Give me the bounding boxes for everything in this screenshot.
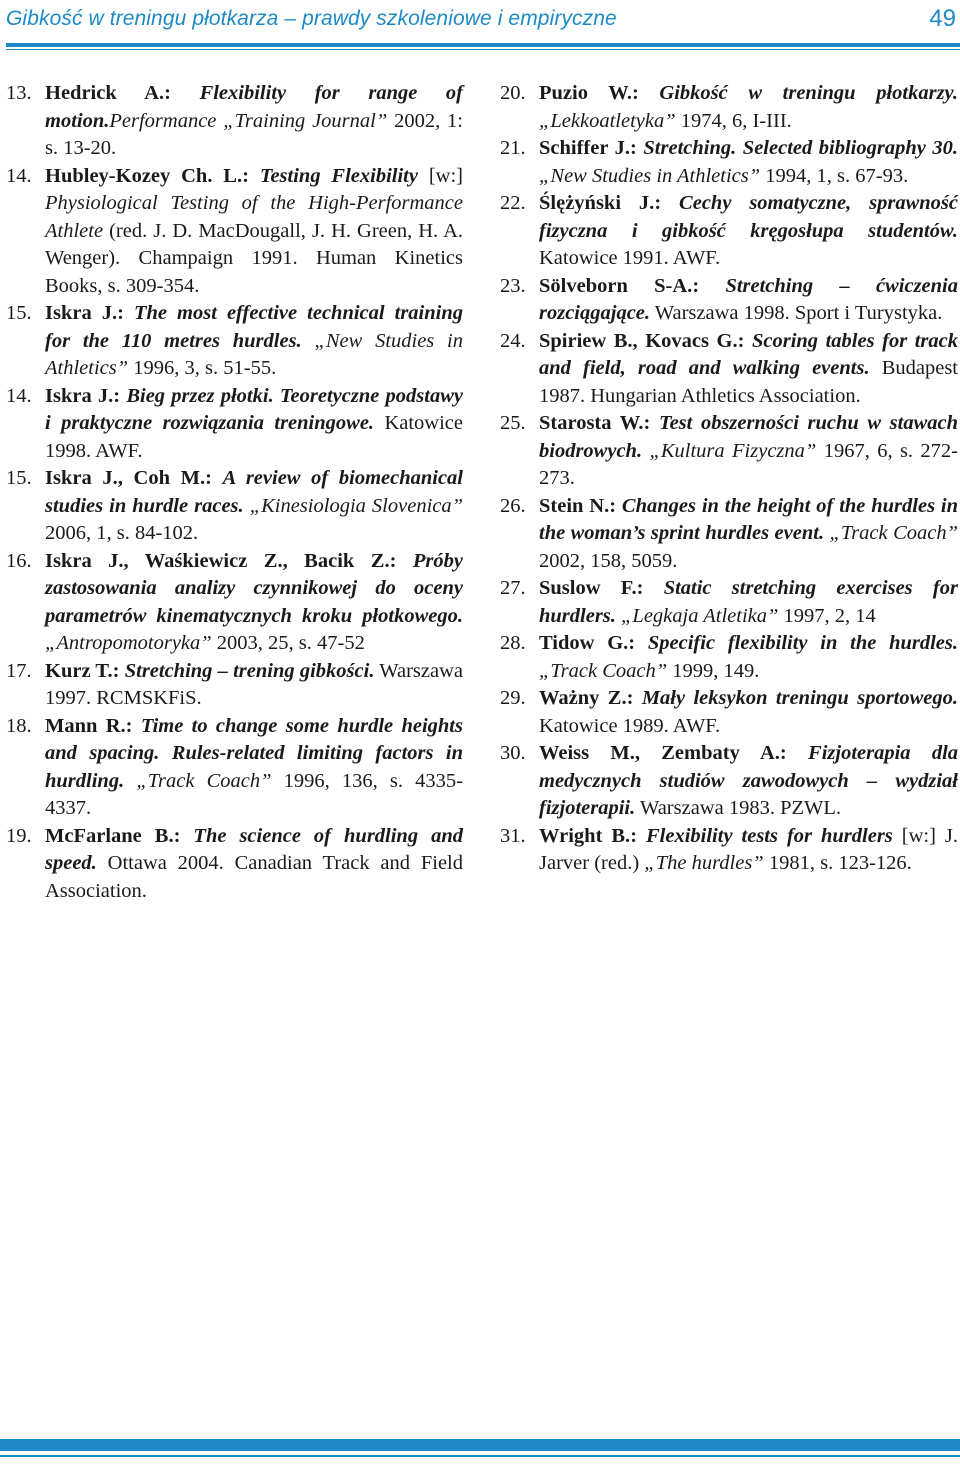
reference-entry — [500, 740, 958, 823]
reference-details: Warszawa 1997. RCMSKFiS. — [45, 659, 464, 709]
reference-author: Mann R. — [45, 714, 126, 737]
header-rule-thin — [6, 49, 960, 50]
reference-title: Mały leksykon treningu sportowego. — [641, 687, 959, 709]
reference-journal: Performance „Training Journal” — [109, 109, 388, 132]
reference-number: 19. — [6, 824, 32, 847]
reference-title: Stretching – ćwiczenia rozciągające. — [539, 274, 958, 324]
reference-title: Flexibility tests for hurdlers — [646, 824, 893, 847]
reference-author: Iskra J., Coh M. — [45, 467, 206, 489]
reference-author: Sölveborn S-A. — [539, 274, 693, 297]
reference-author: Iskra J., Waśkiewicz Z., Bacik Z. — [45, 549, 390, 572]
reference-author: Iskra J. — [45, 302, 118, 324]
reference-title: Static stretching exercises for hurdlers. — [539, 577, 958, 627]
reference-details: 2002, 158, 5059. — [539, 549, 678, 572]
reference-author: Hedrick A. — [45, 82, 165, 104]
reference-title: Changes in the height of the hurdles in the woman’s sprint hurdles event. — [539, 494, 959, 544]
reference-number: 22. — [500, 192, 526, 214]
reference-details: 1974, 6, I-III. — [675, 109, 792, 132]
reference-author: McFarlane B. — [45, 824, 174, 847]
reference-title: A review of biomechanical studies in hurdle races. — [45, 467, 464, 517]
reference-details: Katowice 1998. AWF. — [45, 412, 463, 462]
reference-entry — [6, 383, 463, 466]
reference-number: 26. — [500, 494, 526, 517]
reference-separator: : — [628, 632, 648, 654]
reference-number: 20. — [500, 82, 526, 104]
reference-details: 2002, 1: s. 13-20. — [45, 109, 463, 159]
reference-separator: : — [389, 549, 413, 572]
reference-separator: : — [692, 274, 726, 297]
reference-author: Hubley-Kozey Ch. L. — [45, 164, 243, 187]
reference-journal: „Lekkoatletyka” — [539, 109, 676, 132]
reference-title: The science of hurdling and speed. — [45, 824, 463, 874]
reference-details: 2003, 25, s. 47-52 — [211, 632, 365, 654]
reference-journal: „The hurdles” — [644, 852, 764, 874]
reference-journal: „Legkaja Atletika” — [621, 604, 779, 627]
reference-entry — [6, 713, 463, 823]
reference-separator: : — [631, 82, 660, 104]
reference-separator: : — [242, 164, 260, 187]
reference-journal: „New Studies in Athletics” — [45, 329, 464, 379]
reference-publisher — [302, 330, 315, 352]
reference-details: 2006, 1, s. 84-102. — [45, 522, 199, 544]
reference-entry — [500, 493, 958, 576]
reference-details: 1981, s. 123-126. — [763, 852, 912, 874]
reference-entry — [500, 630, 958, 685]
reference-title: The most effective technical training for the 110 metres hurdles. — [45, 302, 463, 352]
reference-author: Stein N. — [539, 494, 610, 517]
reference-number: 31. — [500, 824, 526, 847]
reference-title: Stretching – trening gibkości. — [124, 659, 375, 682]
reference-title: Specific flexibility in the hurdles. — [647, 632, 959, 654]
reference-author: Puzio W. — [539, 82, 632, 104]
reference-publisher — [124, 770, 136, 792]
reference-author: Ważny Z. — [539, 687, 627, 709]
reference-author: Weiss M., Zembaty A. — [539, 742, 780, 764]
reference-number: 18. — [6, 714, 32, 737]
reference-entry — [500, 135, 958, 190]
reference-details: 1996, 3, s. 51-55. — [128, 357, 277, 379]
reference-entry — [500, 685, 958, 740]
reference-number: 29. — [500, 687, 526, 709]
reference-separator: : — [113, 384, 127, 407]
reference-entry — [6, 465, 463, 548]
reference-title: Testing Flexibility — [259, 164, 418, 187]
reference-number: 15. — [6, 467, 32, 489]
reference-separator: : — [117, 302, 134, 324]
reference-separator: : — [643, 412, 659, 434]
reference-details: Katowice 1989. AWF. — [539, 714, 721, 737]
page-number: 49 — [929, 5, 956, 32]
reference-separator: : — [164, 82, 200, 104]
reference-separator: : — [630, 824, 646, 847]
reference-journal: „Kultura Fizyczna” — [649, 439, 817, 462]
reference-entry — [500, 190, 958, 273]
reference-details: 1999, 149. — [667, 659, 760, 682]
reference-author: Ślężyński J. — [539, 192, 655, 214]
running-header — [6, 4, 956, 42]
reference-entry — [6, 548, 463, 658]
reference-separator: : — [737, 329, 752, 352]
reference-title: Test obszerności ruchu w stawach biodrowych. — [539, 412, 959, 462]
reference-journal: Physiological Testing of the High-Performance Athlete — [45, 192, 463, 242]
reference-entry — [6, 163, 463, 301]
reference-author: Iskra J. — [45, 384, 114, 407]
footer-band — [0, 1439, 960, 1451]
reference-details: Ottawa 2004. Canadian Track and Field Association. — [45, 852, 463, 902]
references-column-right — [500, 80, 958, 878]
reference-details: Warszawa 1998. Sport i Turystyka. — [650, 302, 943, 324]
reference-separator: : — [205, 467, 223, 489]
reference-entry — [500, 328, 958, 411]
reference-title: Gibkość w treningu płotkarzy. — [659, 82, 959, 104]
reference-separator: : — [636, 577, 664, 599]
reference-number: 17. — [6, 659, 32, 682]
reference-title: Bieg przez płotki. Teoretyczne podstawy i praktyczne rozwiązania treningowe. — [45, 384, 463, 434]
reference-author: Spiriew B., Kovacs G. — [539, 329, 738, 352]
reference-number: 14. — [6, 164, 32, 187]
reference-separator: : — [779, 742, 809, 764]
reference-author: Starosta W. — [539, 412, 644, 434]
reference-journal: „Antropomotoryka” — [45, 632, 212, 654]
reference-entry — [6, 658, 463, 713]
reference-number: 14. — [6, 384, 32, 407]
reference-author: Kurz T. — [45, 659, 113, 682]
reference-title: Flexibility for range of motion. — [45, 82, 463, 132]
reference-separator: : — [630, 137, 644, 159]
reference-number: 21. — [500, 137, 526, 159]
reference-separator: : — [654, 192, 680, 214]
reference-author: Tidow G. — [539, 632, 629, 654]
reference-number: 30. — [500, 742, 526, 764]
reference-entry — [500, 80, 958, 135]
reference-title: Cechy somatyczne, sprawność fizyczna i gibkość kręgosłupa studentów. — [539, 192, 958, 242]
reference-number: 25. — [500, 412, 526, 434]
reference-separator: : — [626, 687, 642, 709]
reference-details: Budapest 1987. Hungarian Athletics Association. — [539, 357, 959, 407]
reference-details: Warszawa 1983. PZWL. — [635, 797, 841, 819]
reference-details: 1967, 6, s. 272-273. — [539, 439, 959, 489]
reference-entry — [6, 80, 463, 163]
reference-entry — [500, 823, 958, 878]
reference-details: Katowice 1991. AWF. — [539, 247, 721, 269]
reference-publisher: [w:] J. Jarver (red.) — [539, 824, 959, 874]
reference-number: 24. — [500, 329, 526, 352]
reference-separator: : — [609, 494, 622, 517]
reference-title: Scoring tables for track and field, road and walking events. — [539, 329, 958, 379]
reference-entry — [500, 273, 958, 328]
reference-journal: „Track Coach” — [136, 769, 272, 792]
reference-journal: „Track Coach” — [829, 522, 958, 544]
reference-entry — [500, 410, 958, 493]
reference-separator: : — [112, 659, 125, 682]
reference-entry — [6, 300, 463, 383]
reference-details: (red. J. D. MacDougall, J. H. Green, H. A. Wenger). Champaign 1991. Human Kinetics Books, s. 309-354. — [45, 219, 463, 297]
reference-separator: : — [173, 824, 194, 847]
reference-journal: „Kinesiologia Slovenica” — [249, 494, 464, 517]
reference-number: 28. — [500, 632, 526, 654]
reference-journal: „Track Coach” — [539, 659, 668, 682]
reference-entry — [500, 575, 958, 630]
reference-title: Time to change some hurdle heights and spacing. Rules-related limiting factors in hurdling. — [45, 714, 463, 792]
reference-title: Próby zastosowania analizy czynnikowej do oceny parametrów kinematycznych kroku płotkowego. — [45, 549, 463, 627]
reference-journal: „New Studies in Athletics” — [539, 164, 761, 187]
reference-number: 27. — [500, 577, 526, 599]
reference-author: Schiffer J. — [539, 137, 631, 159]
reference-number: 23. — [500, 274, 526, 297]
reference-number: 15. — [6, 302, 32, 324]
footer-rule — [0, 1455, 960, 1457]
reference-details: 1994, 1, s. 67-93. — [760, 164, 909, 187]
reference-publisher: [w:] — [417, 164, 463, 187]
reference-details: 1997, 2, 14 — [778, 604, 876, 627]
header-rule — [6, 43, 960, 47]
reference-number: 13. — [6, 82, 32, 104]
references-column-left — [6, 80, 463, 905]
reference-author: Suslow F. — [539, 577, 637, 599]
reference-separator: : — [125, 714, 141, 737]
reference-author: Wright B. — [539, 824, 631, 847]
reference-title: Stretching. Selected bibliography 30. — [643, 137, 959, 159]
reference-details: 1996, 136, s. 4335-4337. — [45, 769, 463, 819]
reference-number: 16. — [6, 549, 32, 572]
header-title: Gibkość w treningu płotkarza – prawdy szkoleniowe i empiryczne — [6, 7, 617, 30]
reference-entry — [6, 823, 463, 906]
reference-title: Fizjoterapia dla medycznych studiów zawodowych – wydział fizjoterapii. — [539, 742, 959, 819]
